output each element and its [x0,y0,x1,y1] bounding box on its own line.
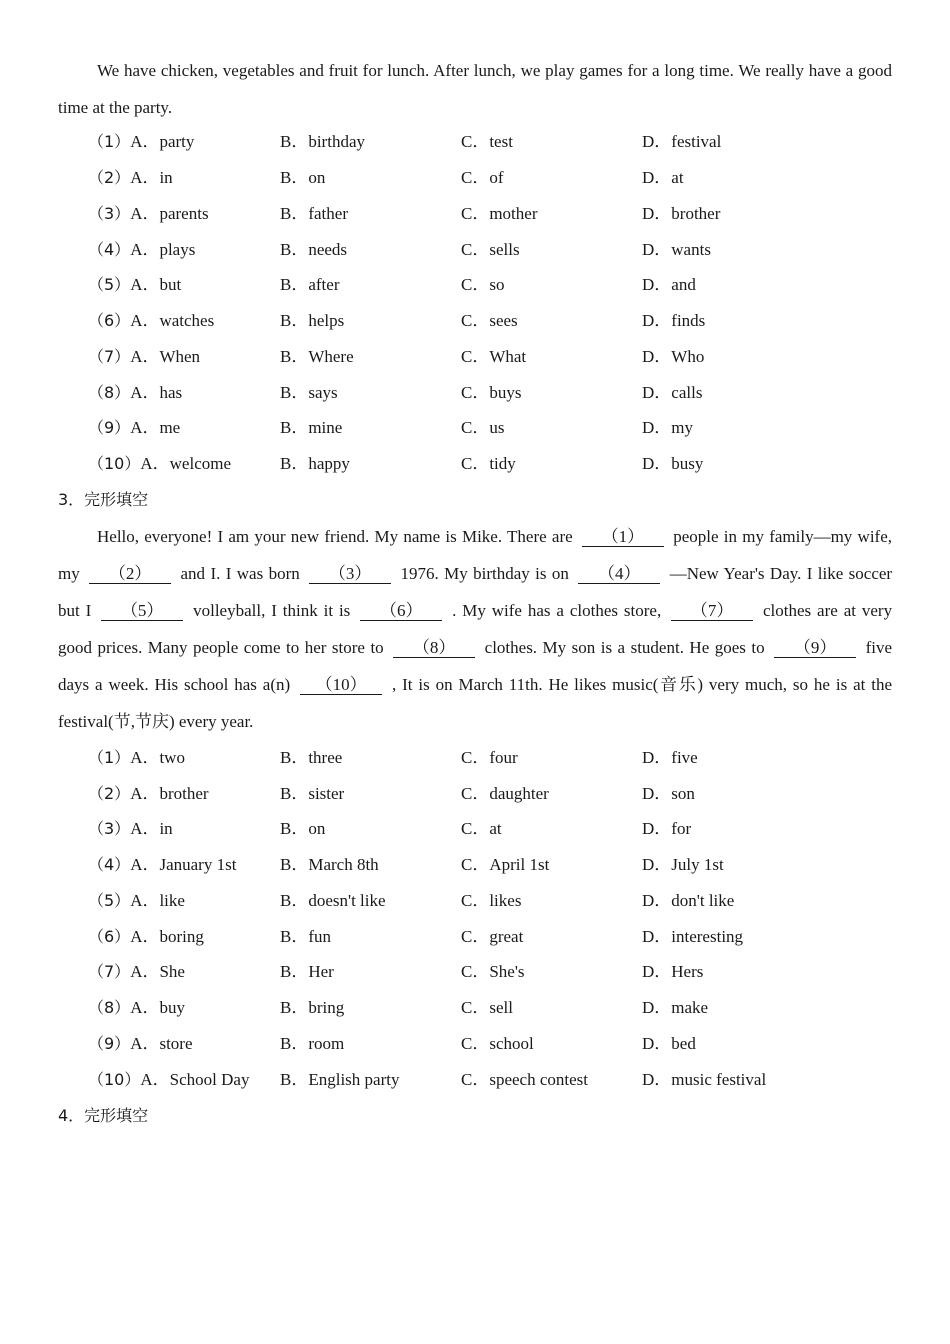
option-b[interactable]: B．father [280,204,348,223]
option-a[interactable]: A．School Day [140,1070,250,1089]
question-number: （7） [88,962,131,981]
option-b[interactable]: B．English party [280,1070,400,1089]
option-d[interactable]: D．music festival [642,1070,767,1089]
option-b[interactable]: B．fun [280,927,331,946]
option-a[interactable]: A．has [130,383,183,402]
question-row [88,1026,888,1062]
option-a[interactable]: A．in [130,819,173,838]
passage-text: people in my family—my wife, my [58,527,892,583]
question-row [88,375,888,411]
option-c[interactable]: C．school [461,1034,534,1053]
option-d[interactable]: D．July 1st [642,855,724,874]
blank-2[interactable]: （2） [89,565,171,584]
option-c[interactable]: C．sell [461,998,513,1017]
blank-8[interactable]: （8） [393,639,475,658]
option-d[interactable]: D．calls [642,383,703,402]
option-c[interactable]: C．tidy [461,454,516,473]
option-d[interactable]: D．festival [642,132,722,151]
passage-text: five days a week. His school has a(n) [58,638,893,694]
option-c[interactable]: C．great [461,927,524,946]
option-a[interactable]: A．in [130,168,173,187]
option-d[interactable]: D．my [642,418,693,437]
option-a[interactable]: A．brother [130,784,209,803]
question-number: （2） [88,168,131,187]
question-row [88,339,888,375]
option-a[interactable]: A．me [130,418,181,437]
option-a[interactable]: A．party [130,132,195,151]
option-d[interactable]: D．busy [642,454,704,473]
blank-7[interactable]: （7） [671,602,753,621]
option-c[interactable]: C．speech contest [461,1070,588,1089]
question-row [88,446,888,482]
question-row [88,919,888,955]
question-row [88,740,888,776]
option-b[interactable]: B．birthday [280,132,365,151]
question-row [88,811,888,847]
option-d[interactable]: D．five [642,748,698,767]
option-b[interactable]: B．on [280,819,326,838]
option-c[interactable]: C．April 1st [461,855,550,874]
question-row [88,160,888,196]
question-row [88,776,888,812]
option-d[interactable]: D．make [642,998,709,1017]
passage-text: and I. I was born [180,564,300,583]
option-b[interactable]: B．room [280,1034,345,1053]
question-row [88,267,888,303]
option-a[interactable]: A．watches [130,311,215,330]
question-row [88,303,888,339]
blank-6[interactable]: （6） [360,602,442,621]
question-number: （10） [88,454,141,473]
option-b[interactable]: B．bring [280,998,345,1017]
option-a[interactable]: A．but [130,275,182,294]
option-a[interactable]: A．buy [130,998,185,1017]
passage-text: We have chicken, vegetables and fruit for lunch. After lunch, we play games for a long time. We really have a good time at the party. [58,61,892,117]
option-c[interactable]: C．daughter [461,784,549,803]
option-b[interactable]: B．says [280,383,338,402]
option-d[interactable]: D．finds [642,311,706,330]
question-number: （3） [88,204,131,223]
option-b[interactable]: B．March 8th [280,855,379,874]
option-c[interactable]: C．sees [461,311,518,330]
question-number: （1） [88,132,131,151]
question-row [88,124,888,160]
option-d[interactable]: D．and [642,275,696,294]
option-a[interactable]: A．like [130,891,185,910]
option-c[interactable]: C．She's [461,962,525,981]
question-number: （1） [88,748,131,767]
option-d[interactable]: D．at [642,168,684,187]
option-a[interactable]: A．plays [130,240,196,259]
question-number: （9） [88,418,131,437]
blank-1[interactable]: （1） [582,528,664,547]
question-number: （6） [88,927,131,946]
passage-text: , It is on March 11th. He likes music(音乐) very much, so he is at the festival(节,节庆) every year. [58,675,893,731]
option-b[interactable]: B．sister [280,784,345,803]
question-row [88,954,888,990]
option-a[interactable]: A．parents [130,204,209,223]
passage-text: clothes are at very good prices. Many people come to her store to [58,601,893,657]
option-b[interactable]: B．Where [280,347,354,366]
option-c[interactable]: C．sells [461,240,520,259]
question-number: （6） [88,311,131,330]
option-c[interactable]: C．at [461,819,502,838]
question-row [88,883,888,919]
section3-heading: 3．完形填空 [58,490,149,509]
blank-9[interactable]: （9） [774,639,856,658]
option-c[interactable]: C．so [461,275,505,294]
option-c[interactable]: C．likes [461,891,522,910]
question-row [88,410,888,446]
option-a[interactable]: A．store [130,1034,193,1053]
option-d[interactable]: D．don't like [642,891,735,910]
option-b[interactable]: B．three [280,748,343,767]
question-number: （4） [88,855,131,874]
question-number: （2） [88,784,131,803]
option-a[interactable]: A．welcome [140,454,232,473]
option-a[interactable]: A．She [130,962,185,981]
option-c[interactable]: C．four [461,748,518,767]
passage-text: —New Year's Day. I like soccer but I [58,564,893,620]
option-a[interactable]: A．When [130,347,201,366]
option-b[interactable]: B．happy [280,454,350,473]
question-row [88,232,888,268]
option-c[interactable]: C．of [461,168,504,187]
passage-text: . My wife has a clothes store, [452,601,662,620]
option-d[interactable]: D．wants [642,240,711,259]
section3-passage [58,518,892,740]
option-c[interactable]: C．test [461,132,513,151]
question-number: （3） [88,819,131,838]
option-d[interactable]: D．for [642,819,692,838]
question-row [88,196,888,232]
option-c[interactable]: C．mother [461,204,538,223]
option-b[interactable]: B．mine [280,418,343,437]
passage-text: volleyball, I think it is [193,601,351,620]
option-b[interactable]: B．Her [280,962,334,981]
question-number: （4） [88,240,131,259]
question-number: （5） [88,275,131,294]
question-row [88,1062,888,1098]
question-number: （8） [88,998,131,1017]
option-b[interactable]: B．after [280,275,340,294]
passage-text: Hello, everyone! I am your new friend. My name is Mike. There are [97,527,573,546]
option-a[interactable]: A．January 1st [130,855,237,874]
option-c[interactable]: C．buys [461,383,522,402]
option-b[interactable]: B．helps [280,311,345,330]
passage-text: 1976. My birthday is on [400,564,569,583]
option-b[interactable]: B．needs [280,240,348,259]
question-number: （5） [88,891,131,910]
option-b[interactable]: B．on [280,168,326,187]
section4-heading: 4．完形填空 [58,1106,149,1125]
option-c[interactable]: C．What [461,347,527,366]
option-a[interactable]: A．boring [130,927,204,946]
option-d[interactable]: D．brother [642,204,721,223]
option-d[interactable]: D．Hers [642,962,704,981]
section2-passage-tail [58,52,892,126]
blank-4[interactable]: （4） [578,565,660,584]
option-d[interactable]: D．interesting [642,927,744,946]
question-number: （7） [88,347,131,366]
option-d[interactable]: D．bed [642,1034,696,1053]
question-number: （9） [88,1034,131,1053]
blank-5[interactable]: （5） [101,602,183,621]
blank-10[interactable]: （10） [300,676,382,695]
option-b[interactable]: B．doesn't like [280,891,386,910]
passage-text: clothes. My son is a student. He goes to [484,638,765,657]
question-row [88,990,888,1026]
question-number: （10） [88,1070,141,1089]
option-c[interactable]: C．us [461,418,505,437]
option-d[interactable]: D．Who [642,347,705,366]
question-number: （8） [88,383,131,402]
blank-3[interactable]: （3） [309,565,391,584]
question-row [88,847,888,883]
option-a[interactable]: A．two [130,748,185,767]
option-d[interactable]: D．son [642,784,695,803]
